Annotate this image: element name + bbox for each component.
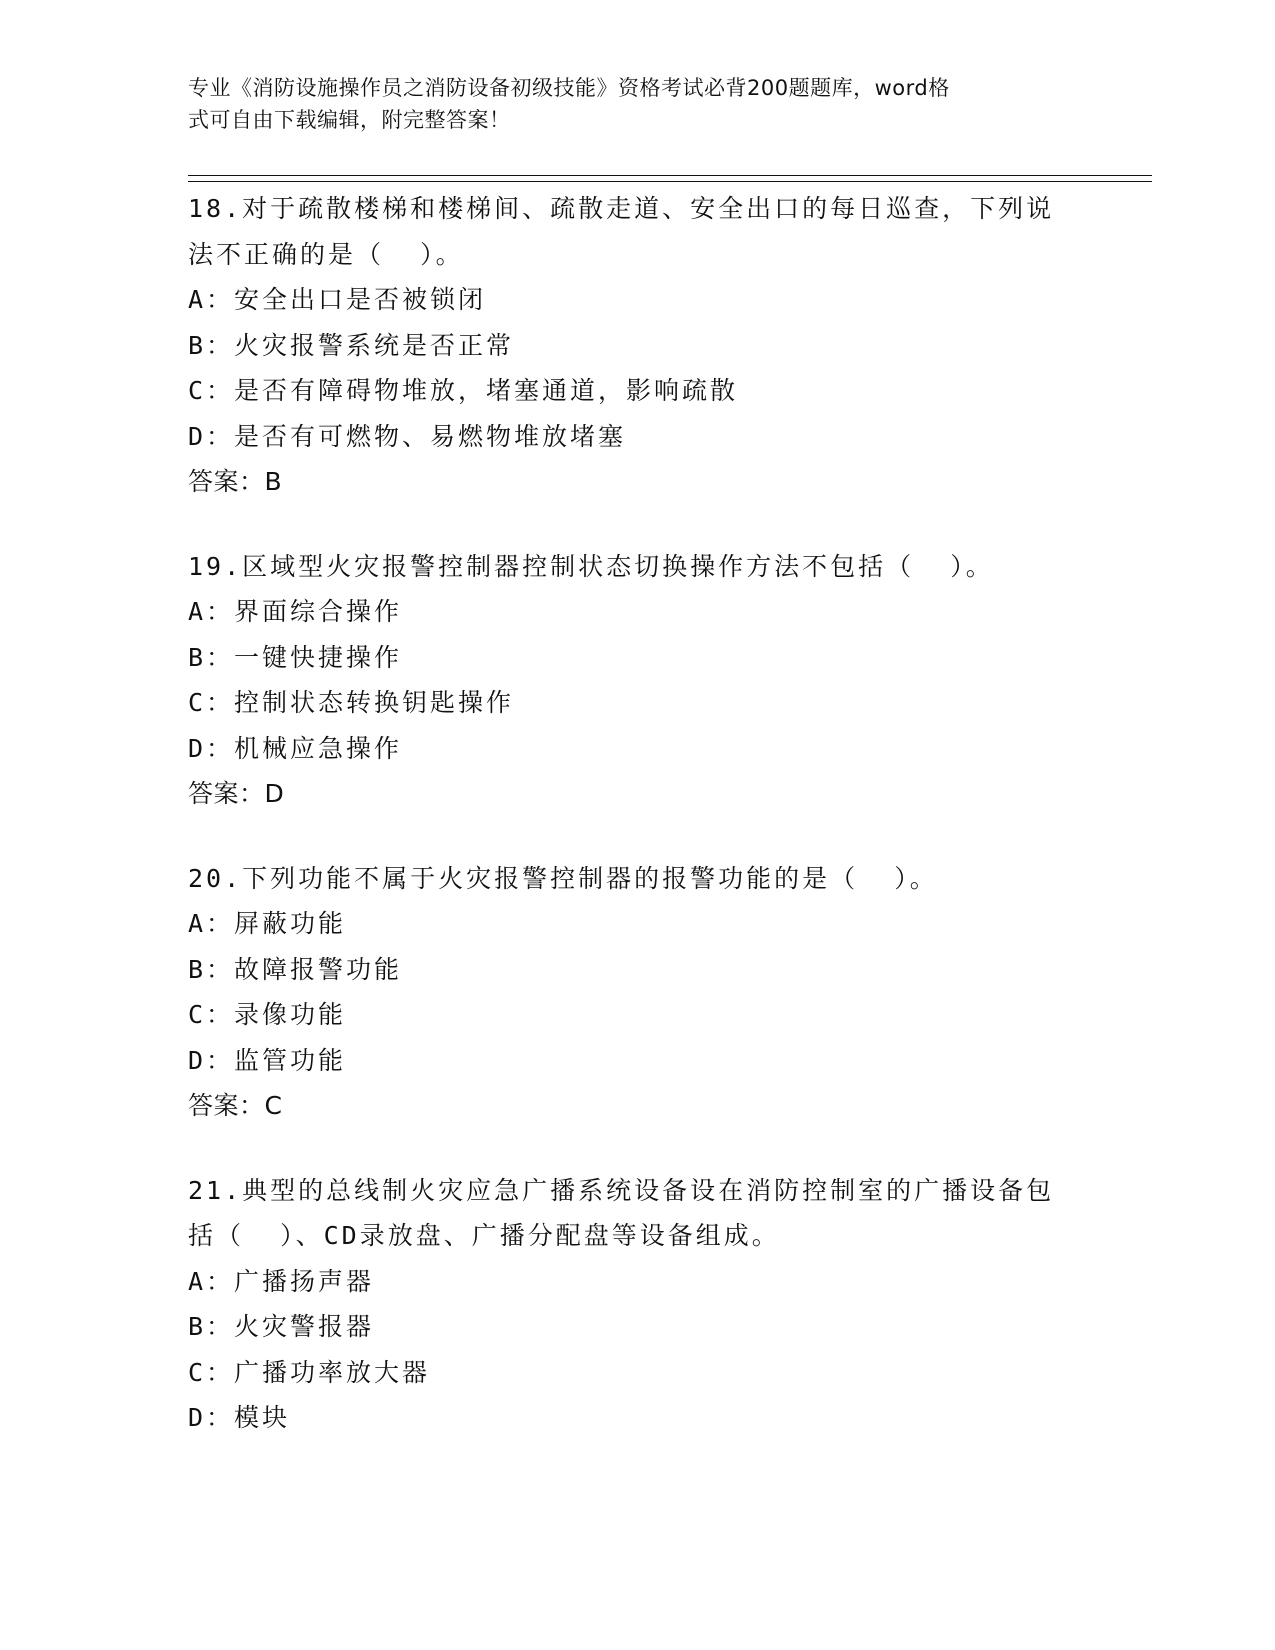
- option-c: C：广播功率放大器: [188, 1357, 431, 1387]
- header-divider-bottom: [188, 181, 1152, 182]
- answer-line: 答案：B: [188, 467, 283, 496]
- option-b: B：一键快捷操作: [188, 642, 403, 672]
- option-a: A：界面综合操作: [188, 597, 403, 626]
- option-a: A：安全出口是否被锁闭: [188, 285, 487, 314]
- answer-line: 答案：D: [188, 779, 285, 808]
- question-18: [188, 186, 1088, 505]
- option-c: C：录像功能: [188, 1000, 347, 1029]
- option-c: C：控制状态转换钥匙操作: [188, 688, 515, 717]
- question-stem-continued: 括（ ）、CD录放盘、广播分配盘等设备组成。: [188, 1221, 780, 1250]
- option-d: D：机械应急操作: [188, 733, 403, 763]
- option-d: D：监管功能: [188, 1045, 347, 1075]
- question-19: [188, 544, 1088, 817]
- question-20: [188, 856, 1088, 1129]
- document-header: [188, 72, 1068, 136]
- answer-line: 答案：C: [188, 1091, 283, 1120]
- option-d: D：模块: [188, 1403, 291, 1432]
- header-divider-top: [188, 175, 1152, 176]
- question-21: [188, 1168, 1088, 1441]
- question-stem: 19.区域型火灾报警控制器控制状态切换操作方法不包括（ ）。: [188, 551, 994, 581]
- option-c: C：是否有障碍物堆放，堵塞通道，影响疏散: [188, 376, 739, 405]
- option-b: B：火灾报警系统是否正常: [188, 330, 515, 360]
- question-list: [188, 186, 1088, 1480]
- option-b: B：火灾警报器: [188, 1312, 375, 1341]
- option-b: B：故障报警功能: [188, 954, 403, 984]
- question-stem-continued: 法不正确的是（ ）。: [188, 239, 464, 269]
- header-line-1: 专业《消防设施操作员之消防设备初级技能》资格考试必背200题题库，word格: [188, 76, 950, 100]
- option-d: D：是否有可燃物、易燃物堆放堵塞: [188, 421, 627, 451]
- header-line-2: 式可自由下载编辑，附完整答案！: [188, 108, 511, 132]
- option-a: A：屏蔽功能: [188, 909, 347, 938]
- option-a: A：广播扬声器: [188, 1266, 375, 1296]
- question-stem: 21.典型的总线制火灾应急广播系统设备设在消防控制室的广播设备包: [188, 1175, 1055, 1205]
- question-stem: 18.对于疏散楼梯和楼梯间、疏散走道、安全出口的每日巡查，下列说: [188, 194, 1055, 223]
- question-stem: 20.下列功能不属于火灾报警控制器的报警功能的是（ ）。: [188, 863, 938, 893]
